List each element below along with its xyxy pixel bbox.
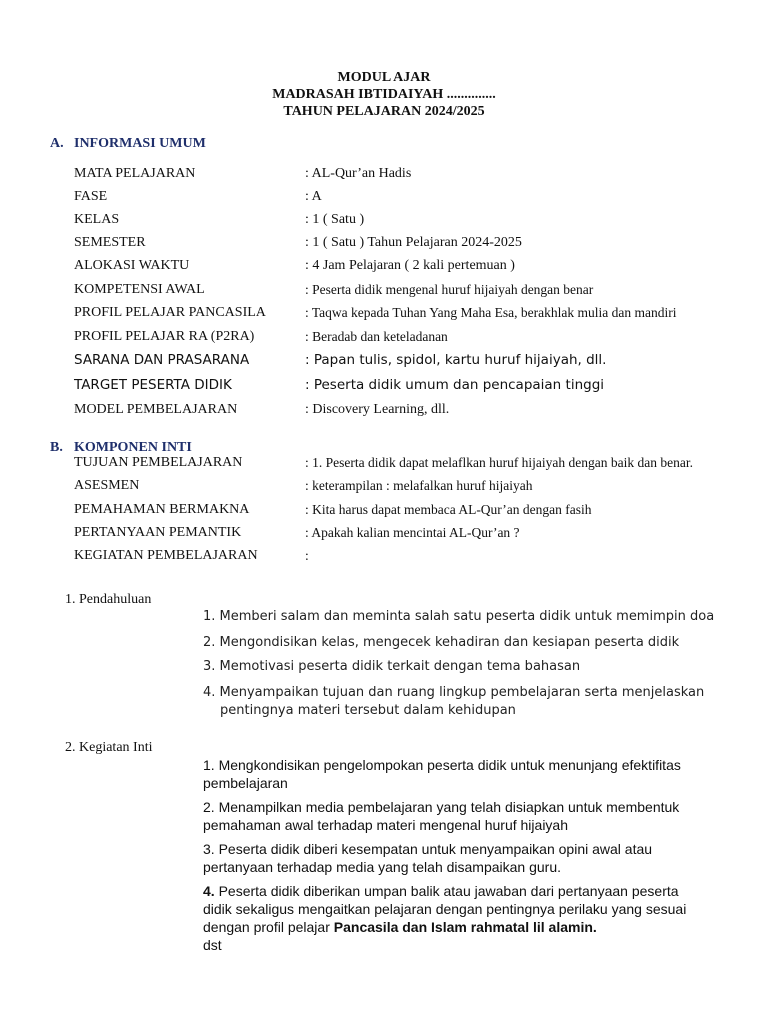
field-value: : Beradab dan keteladanan (305, 329, 448, 344)
kegiatan-paragraph: 2. Menampilkan media pembelajaran yang telah disiapkan untuk membentuk pemahaman awal terhadap materi mengenal huruf hijaiyah (203, 799, 680, 833)
field-value: : Discovery Learning, dll. (305, 402, 450, 417)
field-label: FASE (74, 189, 108, 204)
field-value: : 1. Peserta didik dapat melaflkan huruf hijaiyah dengan baik dan benar. (305, 455, 693, 470)
field-value: : 4 Jam Pelajaran ( 2 kali pertemuan ) (305, 258, 515, 273)
field-label: ASESMEN (74, 478, 140, 493)
field-label: KOMPETENSI AWAL (74, 282, 205, 297)
field-label: TARGET PESERTA DIDIK (74, 377, 232, 393)
paragraph-emphasis: Pancasila dan Islam rahmatal lil alamin. (333, 919, 597, 935)
field-value: : Papan tulis, spidol, kartu huruf hijaiyah, dll. (305, 352, 607, 368)
doc-subtitle-year: TAHUN PELAJARAN 2024/2025 (283, 104, 485, 119)
field-value: : Apakah kalian mencintai AL-Qur’an ? (305, 525, 520, 540)
doc-subtitle-school: MADRASAH IBTIDAIYAH .............. (272, 87, 496, 102)
field-label: PROFIL PELAJAR RA (P2RA) (74, 329, 255, 344)
field-value: : keterampilan : melafalkan huruf hijaiyah (305, 478, 533, 493)
section-b-letter: B. (50, 440, 63, 455)
section-a-letter: A. (50, 136, 64, 151)
field-value: : Taqwa kepada Tuhan Yang Maha Esa, berakhlak mulia dan mandiri (305, 305, 677, 320)
doc-title: MODUL AJAR (337, 70, 431, 85)
field-value: : Kita harus dapat membaca AL-Qur’an dengan fasih (305, 502, 592, 517)
field-value: : Peserta didik mengenal huruf hijaiyah dengan benar (305, 282, 594, 297)
section-a-title: INFORMASI UMUM (74, 136, 206, 151)
field-label: KELAS (74, 212, 120, 227)
field-label: MATA PELAJARAN (74, 166, 196, 181)
list-item: 1. Memberi salam dan meminta salah satu peserta didik untuk memimpin doa (203, 609, 715, 624)
field-value: : (305, 548, 309, 563)
field-label: TUJUAN PEMBELAJARAN (74, 455, 243, 470)
field-value: : 1 ( Satu ) Tahun Pelajaran 2024-2025 (305, 235, 522, 250)
kegiatan-paragraph (203, 882, 703, 954)
section-b-heading (50, 440, 192, 456)
paragraph-text: Peserta didik diberikan umpan balik atau jawaban dari pertanyaan peserta didik sekaligus mengaitkan pelajaran dengan pentingnya perilaku yang sesuai dengan profil pelajar (203, 883, 687, 935)
paragraph-number: 4. (203, 883, 215, 899)
field-label: PERTANYAAN PEMANTIK (74, 525, 242, 540)
list-item-continuation: pentingnya materi tersebut dalam kehidupan (220, 703, 516, 718)
field-value: : A (305, 189, 322, 204)
list-item: 3. Memotivasi peserta didik terkait dengan tema bahasan (203, 659, 581, 674)
field-value: : 1 ( Satu ) (305, 212, 365, 227)
kegiatan-inti-heading: 2. Kegiatan Inti (65, 740, 153, 755)
field-value: : AL-Qur’an Hadis (305, 166, 412, 181)
field-label: ALOKASI WAKTU (74, 258, 190, 273)
list-item (203, 684, 704, 720)
kegiatan-paragraph: 1. Mengkondisikan pengelompokan peserta didik untuk menunjang efektifitas pembelajaran (203, 757, 681, 791)
pendahuluan-heading: 1. Pendahuluan (65, 592, 152, 607)
field-label: SARANA DAN PRASARANA (74, 352, 250, 368)
list-item-text: 4. Menyampaikan tujuan dan ruang lingkup pembelajaran serta menjelaskan (203, 685, 705, 700)
field-label: PROFIL PELAJAR PANCASILA (74, 305, 266, 320)
field-label: KEGIATAN PEMBELAJARAN (74, 548, 258, 563)
kegiatan-paragraph: 3. Peserta didik diberi kesempatan untuk menyampaikan opini awal atau pertanyaan terhadap media yang telah disampaikan guru. (203, 841, 653, 875)
list-item: 2. Mengondisikan kelas, mengecek kehadiran dan kesiapan peserta didik (203, 635, 680, 650)
field-label: SEMESTER (74, 235, 146, 250)
section-b-title: KOMPONEN INTI (74, 440, 192, 455)
field-value: : Peserta didik umum dan pencapaian tinggi (305, 377, 605, 393)
field-label: MODEL PEMBELAJARAN (74, 402, 238, 417)
paragraph-tail: dst (203, 937, 222, 953)
field-label: PEMAHAMAN BERMAKNA (74, 502, 250, 517)
section-a-heading (50, 136, 206, 152)
